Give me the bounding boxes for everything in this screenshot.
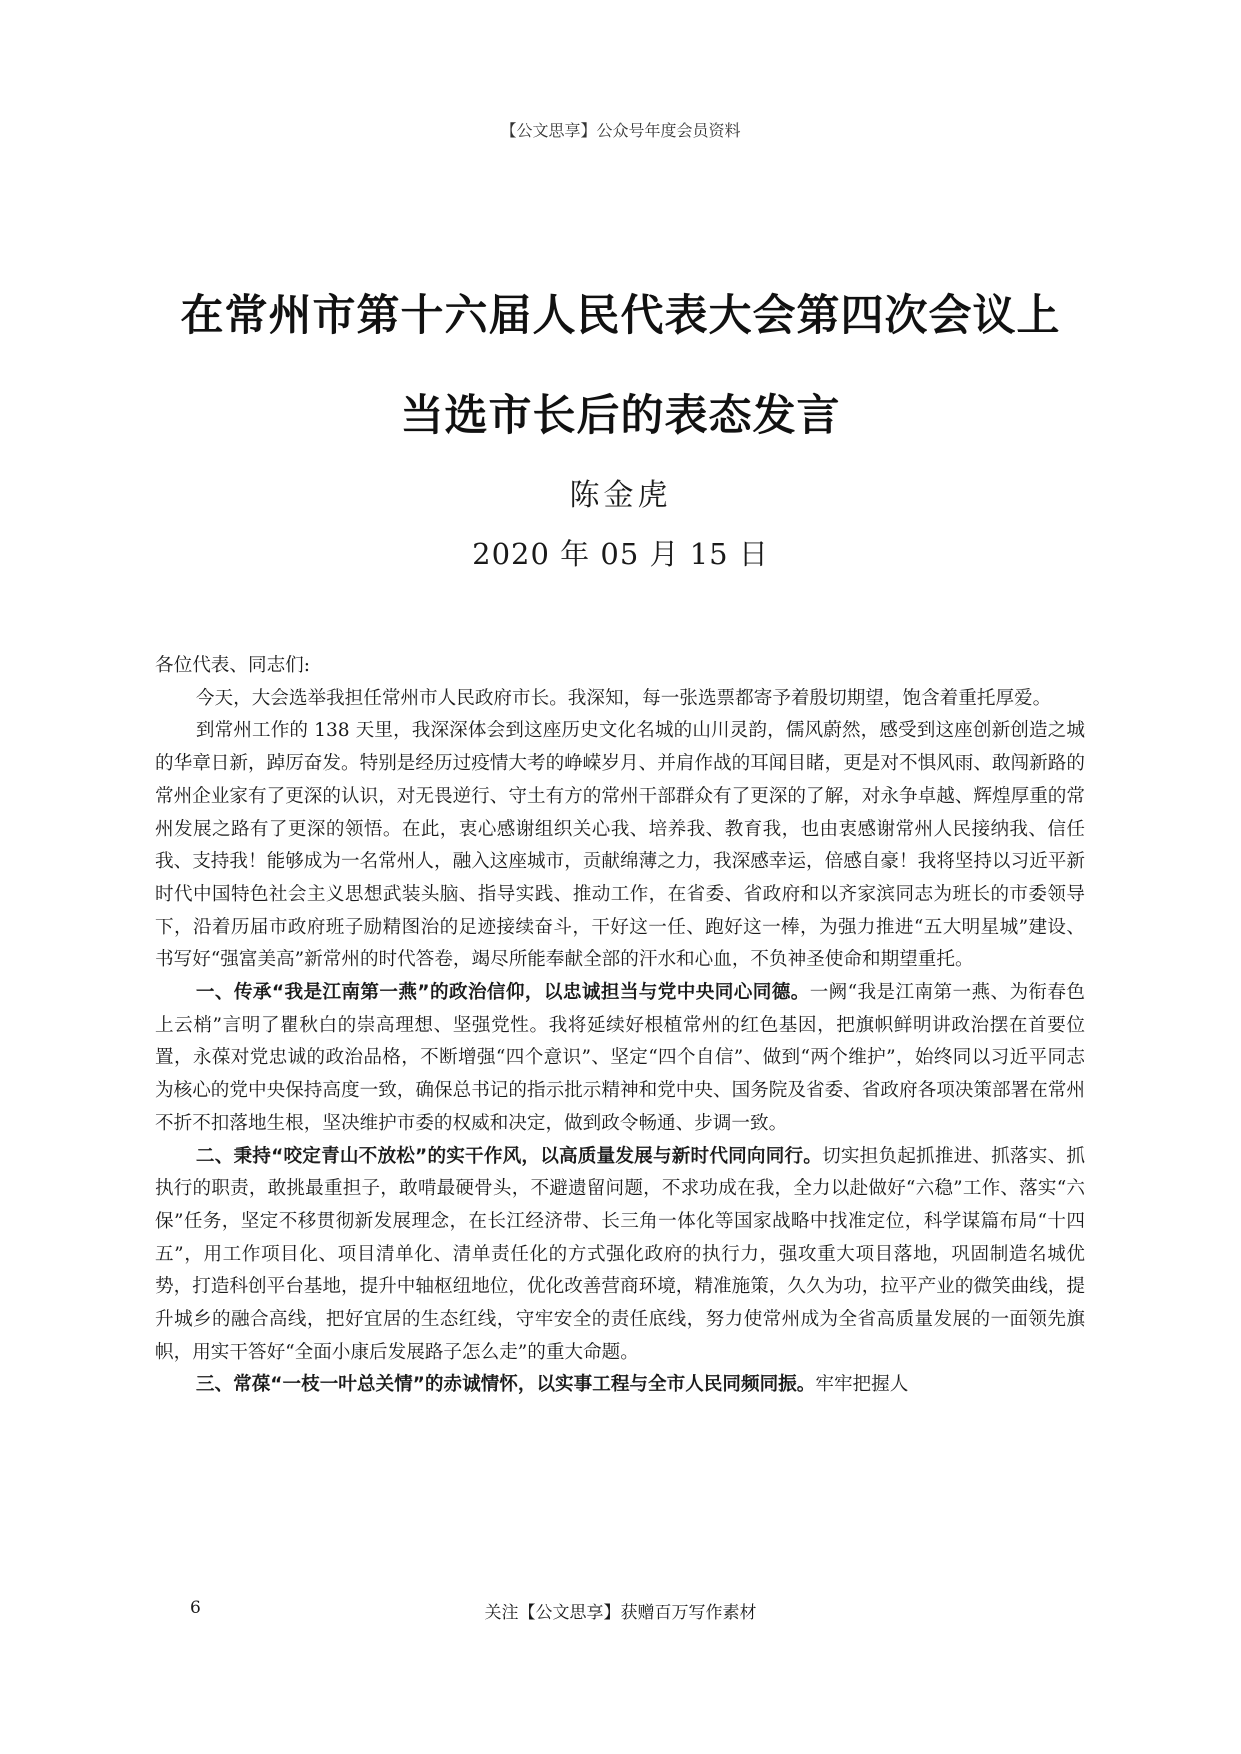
section-heading-2: 二、秉持“咬定青山不放松”的实干作风，以高质量发展与新时代同向同行。: [195, 1145, 823, 1167]
document-title-line-1: 在常州市第十六届人民代表大会第四次会议上: [180, 291, 1061, 341]
page-header: 【公文思享】公众号年度会员资料: [500, 121, 741, 140]
section-text-1: 一阙“我是江南第一燕、为衔春色上云梢”言明了瞿秋白的崇高理想、坚强党性。我将延续好根植常州的红色基因，把旗帜鲜明讲政治摆在首要位置，永葆对党忠诚的政治品格，不断增强“四个意识”、坚定“四个自信”、做到“两个维护”，始终同以习近平同志为核心的党中央保持高度一致，确保总书记的指示批示精神和党中央、国务院及省委、省政府各项决策部署在常州不折不扣落地生根，坚决维护市委的权威和决定，做到政令畅通、步调一致。: [155, 982, 1085, 1134]
section-text-3: 牢牢把握人: [815, 1374, 909, 1396]
author-name: 陈金虎: [569, 478, 672, 513]
paragraph-1: 今天，大会选举我担任常州市人民政府市长。我深知，每一张选票都寄予着殷切期望，饱含着重托厚爱。: [195, 687, 1052, 709]
document-body: [155, 650, 1085, 1402]
speech-date: 2020 年 05 月 15 日: [472, 537, 769, 571]
page-footer: 关注【公文思享】获赠百万写作素材: [484, 1603, 757, 1623]
paragraph-2: 到常州工作的 138 天里，我深深体会到这座历史文化名城的山川灵韵，儒风蔚然，感受到这座创新创造之城的华章日新，踔厉奋发。特别是经历过疫情大考的峥嵘岁月、并肩作战的耳闻目睹，更是对不惧风雨、敢闯新路的常州企业家有了更深的认识，对无畏逆行、守土有方的常州干部群众有了更深的了解，对永争卓越、辉煌厚重的常州发展之路有了更深的领悟。在此，衷心感谢组织关心我、培养我、教育我，也由衷感谢常州人民接纳我、信任我、支持我！能够成为一名常州人，融入这座城市，贡献绵薄之力，我深感幸运，倍感自豪！我将坚持以习近平新时代中国特色社会主义思想武装头脑、指导实践、推动工作，在省委、省政府和以齐家滨同志为班长的市委领导下，沿着历届市政府班子励精图治的足迹接续奋斗，干好这一任、跑好这一棒，为强力推进“五大明星城”建设、书写好“强富美高”新常州的时代答卷，竭尽所能奉献全部的汗水和心血，不负神圣使命和期望重托。: [155, 720, 1085, 971]
section-heading-1: 一、传承“我是江南第一燕”的政治信仰，以忠诚担当与党中央同心同德。: [195, 982, 810, 1004]
section-text-2: 切实担负起抓推进、抓落实、抓执行的职责，敢挑最重担子，敢啃最硬骨头，不避遗留问题，不求功成在我，全力以赴做好“六稳”工作、落实“六保”任务，坚定不移贯彻新发展理念，在长江经济带、长三角一体化等国家战略中找准定位，科学谋篇布局“十四五”，用工作项目化、项目清单化、清单责任化的方式强化政府的执行力，强攻重大项目落地，巩固制造名城优势，打造科创平台基地，提升中轴枢纽地位，优化改善营商环境，精准施策，久久为功，拉平产业的微笑曲线，提升城乡的融合高线，把好宜居的生态红线，守牢安全的责任底线，努力使常州成为全省高质量发展的一面领先旗帜，用实干答好“全面小康后发展路子怎么走”的重大命题。: [155, 1145, 1085, 1363]
paragraph-4: [155, 1141, 1085, 1370]
paragraph-3: [155, 977, 1085, 1141]
salutation: 各位代表、同志们:: [155, 655, 311, 676]
document-title-line-2: 当选市长后的表态发言: [400, 391, 841, 441]
page-number: 6: [190, 1598, 201, 1618]
section-heading-3: 三、常葆“一枝一叶总关情”的赤诚情怀，以实事工程与全市人民同频同振。: [195, 1374, 816, 1396]
paragraph-5: [155, 1369, 1085, 1402]
